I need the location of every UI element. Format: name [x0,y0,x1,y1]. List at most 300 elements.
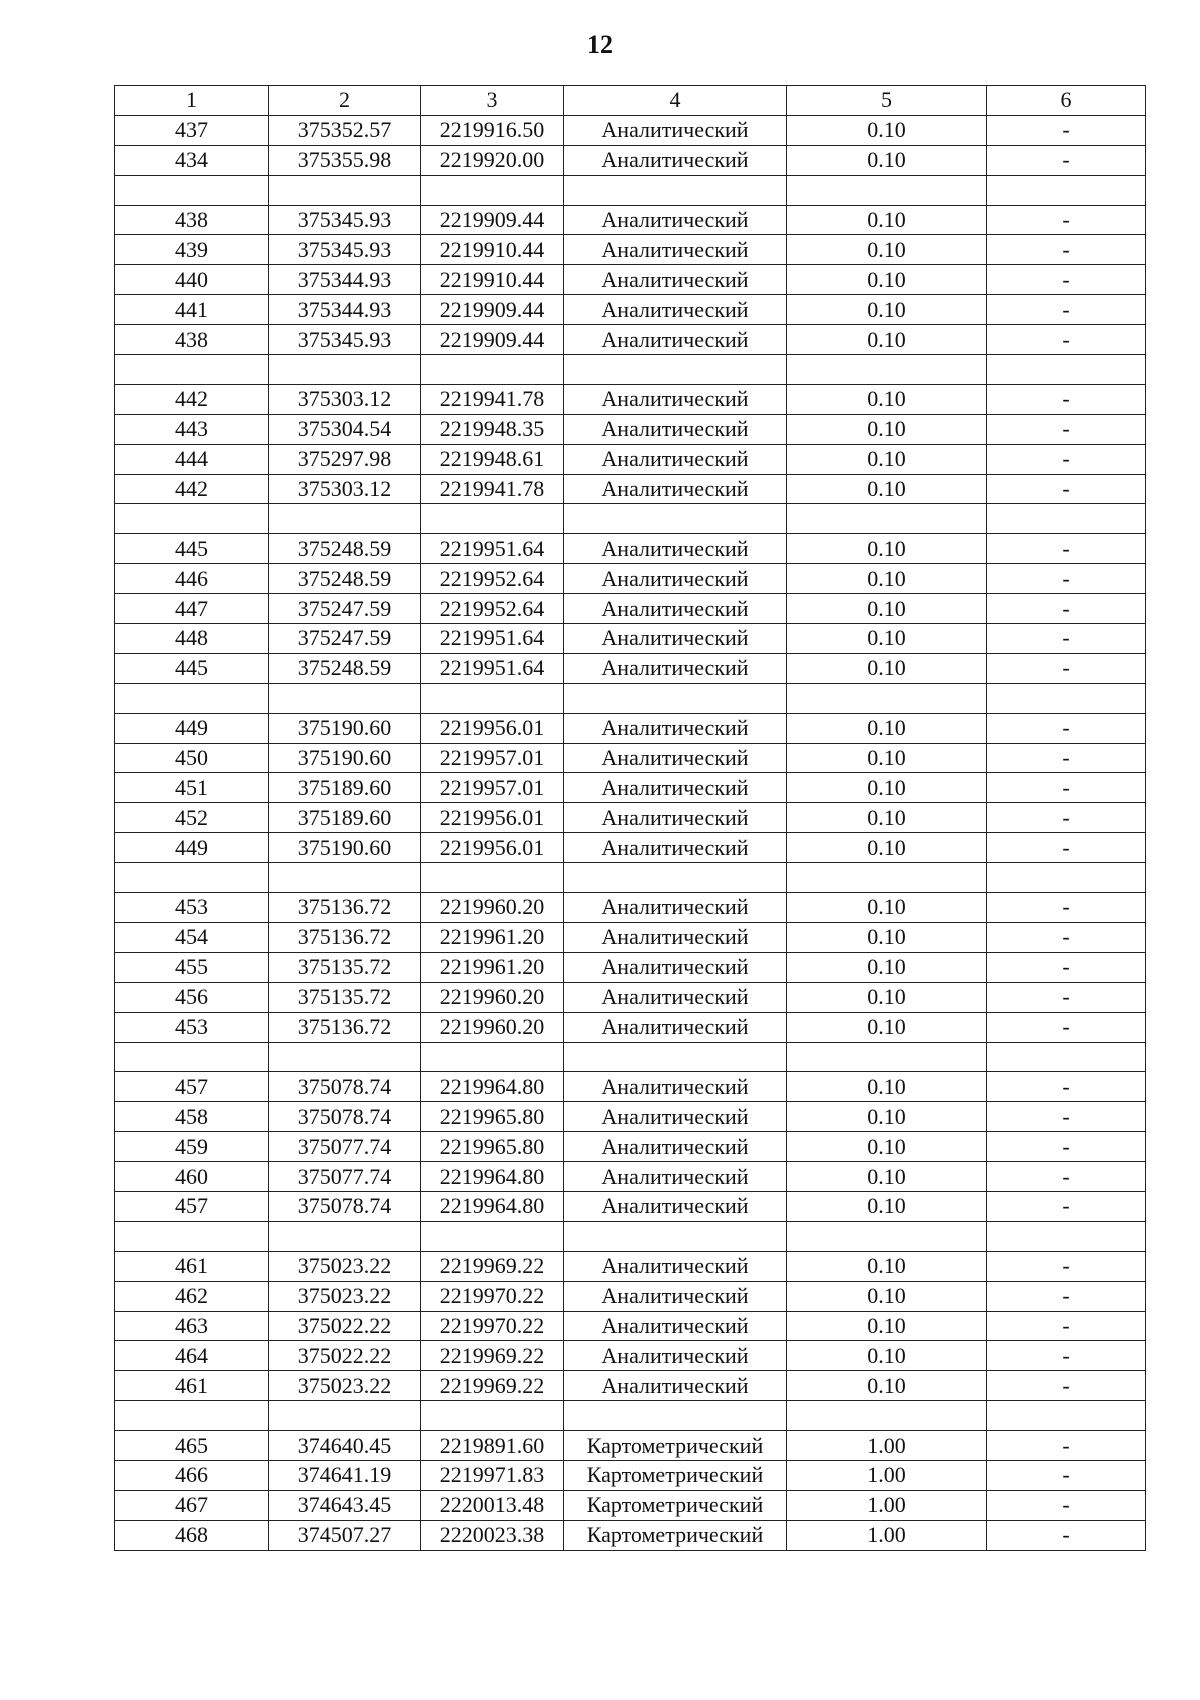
point-number-cell: 442 [115,384,269,414]
note-cell: - [987,624,1146,654]
accuracy-cell: 0.10 [787,295,987,325]
note-cell: - [987,952,1146,982]
note-cell [987,355,1146,385]
y-coordinate-cell: 2219910.44 [421,265,564,295]
method-cell: Аналитический [564,115,787,145]
table-row [115,325,1146,355]
table-row [115,1251,1146,1281]
x-coordinate-cell: 375077.74 [269,1162,421,1192]
point-number-cell: 465 [115,1431,269,1461]
note-cell: - [987,1162,1146,1192]
note-cell: - [987,1012,1146,1042]
method-cell: Аналитический [564,952,787,982]
y-coordinate-cell: 2219964.80 [421,1191,564,1221]
separator-row [115,683,1146,713]
x-coordinate-cell: 375189.60 [269,803,421,833]
method-cell [564,1042,787,1072]
table-row [115,1102,1146,1132]
note-cell: - [987,1431,1146,1461]
table-row [115,893,1146,923]
note-cell: - [987,325,1146,355]
accuracy-cell: 0.10 [787,205,987,235]
y-coordinate-cell: 2219948.61 [421,444,564,474]
y-coordinate-cell: 2219969.22 [421,1341,564,1371]
table-row [115,922,1146,952]
point-number-cell: 455 [115,952,269,982]
x-coordinate-cell [269,1221,421,1251]
method-cell: Картометрический [564,1490,787,1520]
separator-row [115,504,1146,534]
method-cell [564,1221,787,1251]
separator-row [115,1401,1146,1431]
header-cell-5: 5 [787,86,987,116]
accuracy-cell [787,355,987,385]
y-coordinate-cell: 2219960.20 [421,893,564,923]
table-row [115,833,1146,863]
y-coordinate-cell: 2219957.01 [421,743,564,773]
table-row [115,1012,1146,1042]
point-number-cell: 464 [115,1341,269,1371]
y-coordinate-cell: 2219961.20 [421,952,564,982]
x-coordinate-cell: 375297.98 [269,444,421,474]
y-coordinate-cell: 2219965.80 [421,1132,564,1162]
y-coordinate-cell: 2219960.20 [421,1012,564,1042]
x-coordinate-cell: 375247.59 [269,624,421,654]
header-cell-1: 1 [115,86,269,116]
accuracy-cell: 0.10 [787,444,987,474]
point-number-cell: 462 [115,1281,269,1311]
accuracy-cell: 0.10 [787,594,987,624]
accuracy-cell: 1.00 [787,1490,987,1520]
y-coordinate-cell: 2219957.01 [421,773,564,803]
note-cell [987,683,1146,713]
accuracy-cell: 0.10 [787,1341,987,1371]
table-header [115,86,1146,116]
note-cell: - [987,1371,1146,1401]
note-cell: - [987,235,1146,265]
note-cell: - [987,1311,1146,1341]
note-cell: - [987,773,1146,803]
note-cell: - [987,803,1146,833]
accuracy-cell: 0.10 [787,893,987,923]
note-cell: - [987,444,1146,474]
method-cell: Аналитический [564,1072,787,1102]
x-coordinate-cell: 375022.22 [269,1341,421,1371]
table-row [115,1311,1146,1341]
note-cell: - [987,145,1146,175]
separator-row [115,1221,1146,1251]
x-coordinate-cell: 374641.19 [269,1460,421,1490]
table-row [115,1520,1146,1550]
accuracy-cell: 1.00 [787,1431,987,1461]
accuracy-cell: 0.10 [787,624,987,654]
accuracy-cell: 0.10 [787,773,987,803]
method-cell [564,1401,787,1431]
y-coordinate-cell: 2219948.35 [421,414,564,444]
point-number-cell [115,355,269,385]
note-cell: - [987,1191,1146,1221]
method-cell: Картометрический [564,1460,787,1490]
note-cell: - [987,982,1146,1012]
x-coordinate-cell: 375344.93 [269,265,421,295]
x-coordinate-cell: 375189.60 [269,773,421,803]
accuracy-cell: 0.10 [787,803,987,833]
table-row [115,743,1146,773]
x-coordinate-cell: 375136.72 [269,893,421,923]
note-cell: - [987,115,1146,145]
accuracy-cell: 0.10 [787,833,987,863]
method-cell: Аналитический [564,1251,787,1281]
accuracy-cell: 1.00 [787,1520,987,1550]
method-cell: Аналитический [564,1281,787,1311]
y-coordinate-cell: 2219909.44 [421,295,564,325]
method-cell: Аналитический [564,982,787,1012]
y-coordinate-cell: 2219956.01 [421,803,564,833]
point-number-cell: 438 [115,325,269,355]
x-coordinate-cell: 375078.74 [269,1072,421,1102]
table-row [115,1132,1146,1162]
table-row [115,534,1146,564]
table-row [115,384,1146,414]
y-coordinate-cell: 2219970.22 [421,1281,564,1311]
note-cell: - [987,1520,1146,1550]
table-row [115,444,1146,474]
accuracy-cell: 0.10 [787,952,987,982]
method-cell: Аналитический [564,534,787,564]
method-cell: Аналитический [564,295,787,325]
table-body [115,115,1146,1550]
x-coordinate-cell: 375190.60 [269,833,421,863]
accuracy-cell: 0.10 [787,235,987,265]
accuracy-cell: 0.10 [787,115,987,145]
table-row [115,952,1146,982]
accuracy-cell: 0.10 [787,922,987,952]
note-cell: - [987,265,1146,295]
method-cell [564,355,787,385]
table-row [115,1341,1146,1371]
point-number-cell: 434 [115,145,269,175]
accuracy-cell: 0.10 [787,1162,987,1192]
method-cell: Аналитический [564,444,787,474]
note-cell: - [987,564,1146,594]
accuracy-cell: 0.10 [787,1191,987,1221]
x-coordinate-cell: 374507.27 [269,1520,421,1550]
x-coordinate-cell [269,355,421,385]
y-coordinate-cell: 2219971.83 [421,1460,564,1490]
method-cell: Аналитический [564,1341,787,1371]
note-cell: - [987,1072,1146,1102]
accuracy-cell: 0.10 [787,1371,987,1401]
separator-row [115,863,1146,893]
table-row [115,564,1146,594]
x-coordinate-cell: 375190.60 [269,713,421,743]
note-cell: - [987,653,1146,683]
point-number-cell: 449 [115,833,269,863]
x-coordinate-cell: 375304.54 [269,414,421,444]
accuracy-cell: 0.10 [787,534,987,564]
point-number-cell: 446 [115,564,269,594]
point-number-cell: 457 [115,1072,269,1102]
accuracy-cell: 0.10 [787,474,987,504]
table-row [115,474,1146,504]
method-cell: Аналитический [564,1371,787,1401]
table-row [115,235,1146,265]
point-number-cell: 445 [115,653,269,683]
y-coordinate-cell: 2219891.60 [421,1431,564,1461]
y-coordinate-cell: 2219960.20 [421,982,564,1012]
point-number-cell: 467 [115,1490,269,1520]
note-cell: - [987,414,1146,444]
method-cell: Аналитический [564,564,787,594]
x-coordinate-cell [269,175,421,205]
separator-row [115,1042,1146,1072]
y-coordinate-cell: 2219964.80 [421,1072,564,1102]
point-number-cell [115,504,269,534]
x-coordinate-cell [269,863,421,893]
point-number-cell [115,863,269,893]
method-cell: Картометрический [564,1520,787,1550]
point-number-cell: 452 [115,803,269,833]
x-coordinate-cell: 375023.22 [269,1281,421,1311]
x-coordinate-cell: 375352.57 [269,115,421,145]
y-coordinate-cell: 2219910.44 [421,235,564,265]
method-cell: Аналитический [564,1191,787,1221]
y-coordinate-cell [421,1042,564,1072]
point-number-cell [115,1221,269,1251]
header-row [115,86,1146,116]
accuracy-cell: 0.10 [787,384,987,414]
x-coordinate-cell: 375344.93 [269,295,421,325]
y-coordinate-cell: 2219909.44 [421,205,564,235]
y-coordinate-cell: 2219941.78 [421,384,564,414]
method-cell [564,504,787,534]
method-cell [564,863,787,893]
accuracy-cell: 0.10 [787,653,987,683]
y-coordinate-cell [421,175,564,205]
y-coordinate-cell: 2219951.64 [421,653,564,683]
table-row [115,1072,1146,1102]
y-coordinate-cell: 2219952.64 [421,594,564,624]
point-number-cell: 461 [115,1371,269,1401]
coordinates-table [114,85,1146,1551]
x-coordinate-cell [269,1042,421,1072]
accuracy-cell: 0.10 [787,1251,987,1281]
table-row [115,115,1146,145]
method-cell: Картометрический [564,1431,787,1461]
point-number-cell: 448 [115,624,269,654]
note-cell: - [987,1281,1146,1311]
method-cell: Аналитический [564,384,787,414]
x-coordinate-cell: 375135.72 [269,982,421,1012]
point-number-cell: 457 [115,1191,269,1221]
point-number-cell: 466 [115,1460,269,1490]
method-cell: Аналитический [564,624,787,654]
header-cell-6: 6 [987,86,1146,116]
y-coordinate-cell: 2220023.38 [421,1520,564,1550]
note-cell: - [987,594,1146,624]
x-coordinate-cell: 375022.22 [269,1311,421,1341]
y-coordinate-cell: 2220013.48 [421,1490,564,1520]
page-number: 12 [587,30,613,59]
note-cell: - [987,1341,1146,1371]
point-number-cell [115,683,269,713]
x-coordinate-cell: 375078.74 [269,1191,421,1221]
x-coordinate-cell [269,1401,421,1431]
accuracy-cell: 0.10 [787,1102,987,1132]
y-coordinate-cell [421,1401,564,1431]
accuracy-cell: 0.10 [787,265,987,295]
method-cell: Аналитический [564,145,787,175]
point-number-cell: 454 [115,922,269,952]
y-coordinate-cell: 2219969.22 [421,1371,564,1401]
separator-row [115,175,1146,205]
point-number-cell: 443 [115,414,269,444]
accuracy-cell: 0.10 [787,1311,987,1341]
accuracy-cell: 0.10 [787,713,987,743]
x-coordinate-cell: 375345.93 [269,325,421,355]
x-coordinate-cell: 375077.74 [269,1132,421,1162]
y-coordinate-cell: 2219969.22 [421,1251,564,1281]
accuracy-cell: 0.10 [787,145,987,175]
x-coordinate-cell: 374640.45 [269,1431,421,1461]
y-coordinate-cell: 2219951.64 [421,624,564,654]
point-number-cell: 441 [115,295,269,325]
separator-row [115,355,1146,385]
point-number-cell: 440 [115,265,269,295]
method-cell: Аналитический [564,893,787,923]
point-number-cell [115,1042,269,1072]
x-coordinate-cell: 375247.59 [269,594,421,624]
table-row [115,653,1146,683]
y-coordinate-cell: 2219956.01 [421,833,564,863]
y-coordinate-cell: 2219952.64 [421,564,564,594]
table-row [115,145,1146,175]
x-coordinate-cell: 375136.72 [269,1012,421,1042]
note-cell [987,863,1146,893]
y-coordinate-cell: 2219956.01 [421,713,564,743]
point-number-cell: 450 [115,743,269,773]
point-number-cell: 453 [115,893,269,923]
note-cell: - [987,534,1146,564]
note-cell [987,1401,1146,1431]
point-number-cell: 456 [115,982,269,1012]
point-number-cell: 459 [115,1132,269,1162]
accuracy-cell: 1.00 [787,1460,987,1490]
x-coordinate-cell: 375136.72 [269,922,421,952]
header-cell-2: 2 [269,86,421,116]
y-coordinate-cell [421,683,564,713]
y-coordinate-cell [421,355,564,385]
table-row [115,1371,1146,1401]
y-coordinate-cell: 2219920.00 [421,145,564,175]
point-number-cell: 460 [115,1162,269,1192]
table-row [115,205,1146,235]
method-cell: Аналитический [564,922,787,952]
table-row [115,773,1146,803]
x-coordinate-cell: 375248.59 [269,534,421,564]
accuracy-cell: 0.10 [787,414,987,444]
accuracy-cell [787,1042,987,1072]
point-number-cell: 451 [115,773,269,803]
note-cell: - [987,1460,1146,1490]
point-number-cell: 449 [115,713,269,743]
note-cell [987,1221,1146,1251]
x-coordinate-cell [269,683,421,713]
header-cell-3: 3 [421,86,564,116]
method-cell [564,683,787,713]
x-coordinate-cell: 375303.12 [269,474,421,504]
accuracy-cell: 0.10 [787,1132,987,1162]
x-coordinate-cell: 375023.22 [269,1371,421,1401]
method-cell: Аналитический [564,265,787,295]
y-coordinate-cell: 2219970.22 [421,1311,564,1341]
method-cell: Аналитический [564,594,787,624]
y-coordinate-cell: 2219951.64 [421,534,564,564]
method-cell: Аналитический [564,325,787,355]
accuracy-cell: 0.10 [787,564,987,594]
point-number-cell: 453 [115,1012,269,1042]
x-coordinate-cell: 375023.22 [269,1251,421,1281]
accuracy-cell: 0.10 [787,1281,987,1311]
point-number-cell: 438 [115,205,269,235]
point-number-cell: 458 [115,1102,269,1132]
method-cell: Аналитический [564,833,787,863]
note-cell: - [987,205,1146,235]
note-cell: - [987,1132,1146,1162]
y-coordinate-cell: 2219961.20 [421,922,564,952]
y-coordinate-cell: 2219916.50 [421,115,564,145]
x-coordinate-cell: 375190.60 [269,743,421,773]
table-row [115,1431,1146,1461]
table-row [115,1191,1146,1221]
accuracy-cell: 0.10 [787,1072,987,1102]
method-cell: Аналитический [564,1162,787,1192]
point-number-cell: 444 [115,444,269,474]
note-cell [987,504,1146,534]
point-number-cell: 447 [115,594,269,624]
table-row [115,295,1146,325]
x-coordinate-cell: 375303.12 [269,384,421,414]
accuracy-cell: 0.10 [787,982,987,1012]
note-cell [987,175,1146,205]
y-coordinate-cell [421,863,564,893]
note-cell: - [987,922,1146,952]
method-cell: Аналитический [564,1311,787,1341]
x-coordinate-cell: 375355.98 [269,145,421,175]
accuracy-cell [787,1221,987,1251]
y-coordinate-cell: 2219964.80 [421,1162,564,1192]
accuracy-cell [787,504,987,534]
accuracy-cell: 0.10 [787,743,987,773]
accuracy-cell [787,683,987,713]
note-cell: - [987,743,1146,773]
note-cell: - [987,474,1146,504]
point-number-cell: 468 [115,1520,269,1550]
x-coordinate-cell: 375078.74 [269,1102,421,1132]
note-cell: - [987,1251,1146,1281]
x-coordinate-cell: 375248.59 [269,564,421,594]
table-row [115,624,1146,654]
table-row [115,1281,1146,1311]
x-coordinate-cell: 375345.93 [269,205,421,235]
table-row [115,594,1146,624]
y-coordinate-cell [421,1221,564,1251]
method-cell: Аналитический [564,205,787,235]
y-coordinate-cell: 2219909.44 [421,325,564,355]
note-cell: - [987,384,1146,414]
table-row [115,1162,1146,1192]
table-row [115,982,1146,1012]
